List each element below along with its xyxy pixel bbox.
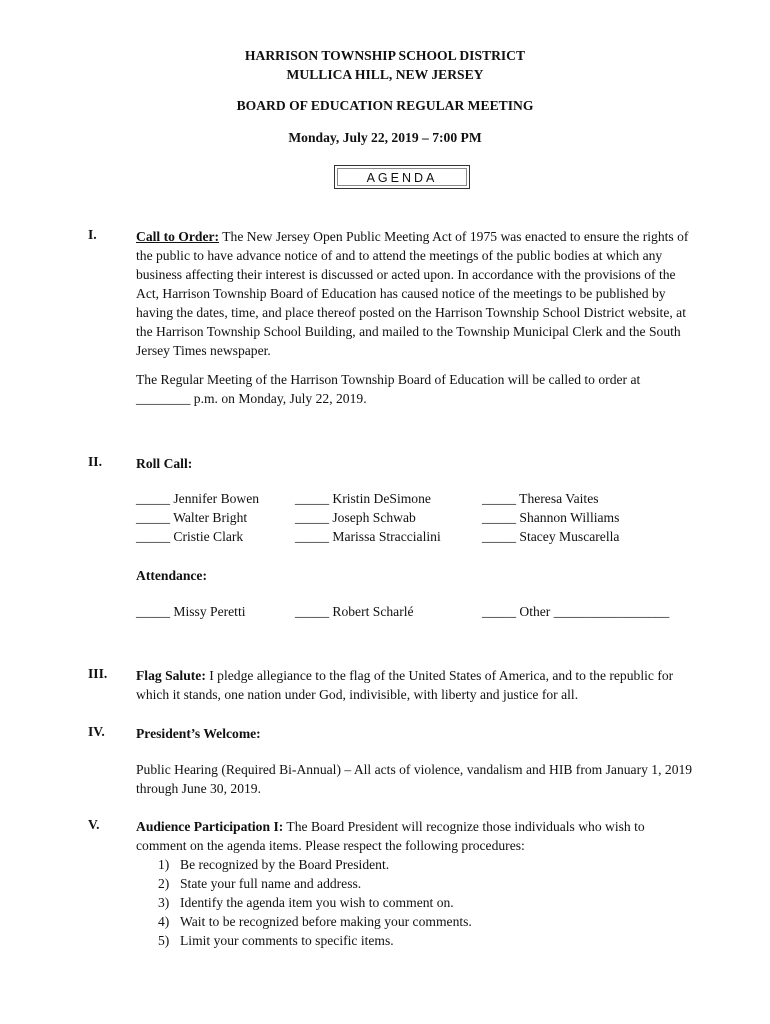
roll-call-member: _____ Shannon Williams	[482, 510, 620, 525]
section-2-numeral: II.	[88, 454, 102, 469]
section-5-numeral: V.	[88, 817, 100, 832]
roll-call-member: _____ Joseph Schwab	[295, 510, 416, 525]
attendance-heading: Attendance:	[136, 568, 207, 583]
flag-salute-heading: Flag Salute:	[136, 668, 206, 683]
attendance-item: _____ Robert Scharlé	[295, 604, 414, 619]
audience-participation-heading: Audience Participation I:	[136, 819, 284, 834]
roll-call-member: _____ Jennifer Bowen	[136, 491, 260, 506]
call-to-order-heading: Call to Order:	[136, 229, 220, 244]
roll-call-heading: Roll Call:	[136, 456, 193, 471]
list-item: 4) Wait to be recognized before making your comments.	[158, 914, 472, 929]
call-to-order-body: The New Jersey Open Public Meeting Act of 1975 was enacted to ensure the rights of the public to have advance notice of and to attend the meetings of the public bodies at which any business affecting their interest is discussed or acted upon. In accordance with the provisions of the Act, Harrison Township Board of Education has caused notice of the meetings to be published by having the dates, time, and place thereof posted on the Harrison Township School District website, at the Harrison Township School Building, and mailed to the Township Municipal Clerk and the South Jersey Times newspaper.	[136, 229, 689, 358]
meeting-date: Monday, July 22, 2019 – 7:00 PM	[288, 130, 482, 145]
section-3-numeral: III.	[88, 666, 108, 681]
roll-call-member: _____ Stacey Muscarella	[482, 529, 620, 544]
called-line-2: ________ p.m. on Monday, July 22, 2019.	[136, 391, 367, 406]
list-item: 3) Identify the agenda item you wish to comment on.	[158, 895, 454, 910]
flag-salute-body: I pledge allegiance to the flag of the United States of America, and to the republic for which it stands, one nation under God, indivisible, with liberty and justice for all.	[136, 668, 674, 702]
roll-call-column-1	[136, 489, 259, 546]
call-to-order-time	[136, 370, 696, 408]
procedure-list	[158, 855, 472, 950]
meeting-title: BOARD OF EDUCATION REGULAR MEETING	[236, 98, 534, 113]
public-hearing-text: Public Hearing (Required Bi-Annual) – All acts of violence, vandalism and HIB from January 1, 2019 through June 30, 2019.	[136, 762, 693, 796]
agenda-label-box	[334, 165, 470, 189]
audience-participation-body: The Board President will recognize those individuals who wish to comment on the agenda items. Please respect the following procedures:	[136, 819, 645, 853]
attendance-item: _____ Other _________________	[482, 604, 670, 619]
roll-call-member: _____ Cristie Clark	[136, 529, 244, 544]
section-1-text	[136, 227, 696, 360]
list-item: 1) Be recognized by the Board President.	[158, 857, 390, 872]
section-4-numeral: IV.	[88, 724, 105, 739]
roll-call-member: _____ Walter Bright	[136, 510, 248, 525]
called-line-1: The Regular Meeting of the Harrison Township Board of Education will be called to order at	[136, 372, 641, 387]
district-title: HARRISON TOWNSHIP SCHOOL DISTRICT	[244, 48, 526, 63]
roll-call-member: _____ Kristin DeSimone	[295, 491, 431, 506]
roll-call-column-3	[482, 489, 619, 546]
roll-call-member: _____ Marissa Straccialini	[295, 529, 441, 544]
presidents-welcome-heading: President’s Welcome:	[136, 726, 261, 741]
roll-call-column-2	[295, 489, 441, 546]
list-item: 5) Limit your comments to specific items.	[158, 933, 394, 948]
roll-call-member: _____ Theresa Vaites	[482, 491, 599, 506]
list-item: 2) State your full name and address.	[158, 876, 362, 891]
district-location: MULLICA HILL, NEW JERSEY	[286, 67, 484, 82]
section-3-text	[136, 666, 696, 704]
section-1-numeral: I.	[88, 227, 97, 242]
attendance-item: _____ Missy Peretti	[136, 604, 246, 619]
section-5-text	[136, 817, 696, 855]
agenda-label: AGENDA	[366, 171, 438, 185]
